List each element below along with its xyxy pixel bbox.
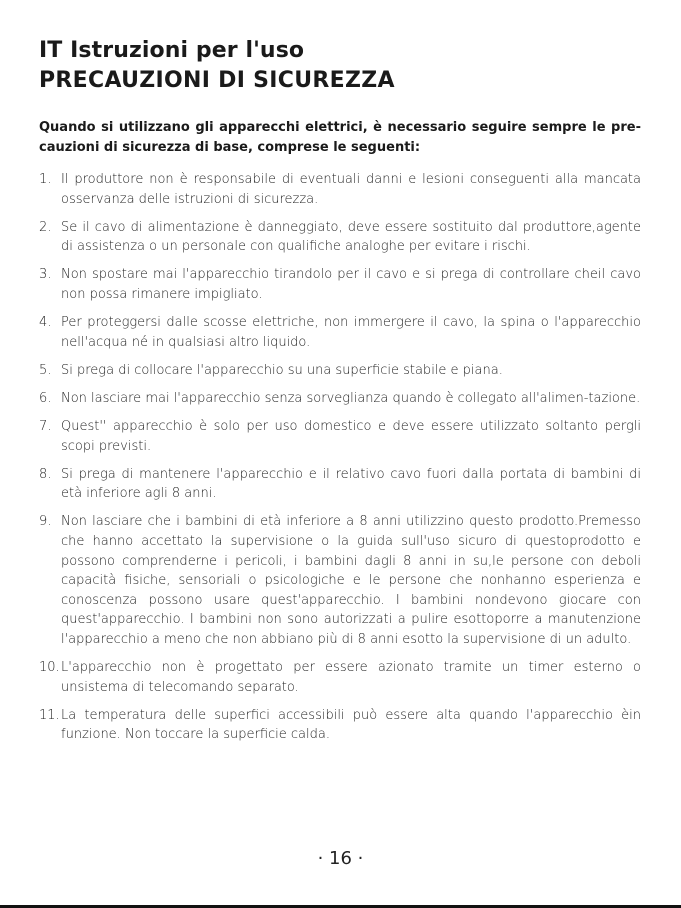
item-number: 7.: [39, 418, 52, 434]
item-number: 9.: [39, 514, 52, 530]
item-number: 6.: [39, 390, 52, 406]
item-number: 3.: [39, 267, 52, 283]
precautions-list: [39, 170, 641, 745]
manual-page: [39, 36, 641, 753]
item-text: Se il cavo di alimentazione è danneggiato, deve essere sostituito dal produttore,agente di assistenza o un personale con qualifiche analoghe per evitare i rischi.: [61, 219, 641, 255]
item-text: Per proteggersi dalle scosse elettriche, non immergere il cavo, la spina o l'apparecchio nell'acqua né in qualsiasi altro liquido.: [61, 315, 641, 350]
item-text: Non spostare mai l'apparecchio tirandolo per il cavo e si prega di controllare cheil cavo non possa rimanere impigliato.: [61, 267, 641, 302]
page-number: · 16 ·: [317, 848, 364, 869]
list-item: [39, 706, 641, 745]
item-number: 11.: [39, 707, 60, 723]
list-item: [39, 313, 641, 352]
list-item: [39, 658, 641, 697]
item-text: Si prega di mantenere l'apparecchio e il relativo cavo fuori dalla portata di bambini di età inferiore agli 8 anni.: [61, 466, 641, 502]
item-number: 1.: [39, 172, 52, 187]
list-item: [39, 265, 641, 304]
item-text: La temperatura delle superfici accessibili può essere alta quando l'apparecchio èin funzione. Non toccare la superficie calda.: [61, 707, 641, 743]
language-title: IT Istruzioni per l'uso: [39, 38, 305, 63]
list-item: [39, 512, 641, 649]
list-item: [39, 389, 641, 409]
list-item: [39, 465, 641, 504]
intro-paragraph: Quando si utilizzano gli apparecchi elettrici, è necessario seguire sempre le pre-cauzioni di sicurezza di base, comprese le seguenti:: [39, 120, 641, 155]
item-text: Si prega di collocare l'apparecchio su una superficie stabile e piana.: [61, 362, 503, 378]
item-text: L'apparecchio non è progettato per essere azionato tramite un timer esterno o unsistema di telecomando separato.: [61, 659, 641, 695]
item-text: Quest'' apparecchio è solo per uso domestico e deve essere utilizzato soltanto pergli scopi previsti.: [61, 418, 641, 454]
item-text: Non lasciare che i bambini di età inferiore a 8 anni utilizzino questo prodotto.Premesso che hanno accettato la supervisione o la guida sull'uso sicuro di questoprodotto e possono comprenderne i pericoli, i bambini dagli 8 anni in su,le persone con deboli capacità fisiche, sensoriali o psicologiche e le persone che nonhanno esperienza e conoscenza possono usare quest'apparecchio. I bambini nondevono giocare con quest'apparecchio. I bambini non sono autorizzati a pulire esottoporre a manutenzione l'apparecchio a meno che non abbiano più di 8 anni esotto la supervisione di un adulto.: [61, 514, 641, 647]
item-text: Il produttore non è responsabile di eventuali danni e lesioni conseguenti alla mancata osservanza delle istruzioni di sicurezza.: [61, 172, 641, 207]
list-item: [39, 170, 641, 209]
list-item: [39, 218, 641, 257]
section-title: PRECAUZIONI DI SICUREZZA: [39, 68, 395, 93]
list-item: [39, 361, 641, 381]
item-number: 4.: [39, 315, 52, 331]
item-number: 10.: [39, 659, 60, 675]
item-number: 8.: [39, 466, 52, 482]
list-item: [39, 417, 641, 456]
item-number: 2.: [39, 219, 52, 235]
item-number: 5.: [39, 362, 52, 378]
item-text: Non lasciare mai l'apparecchio senza sorveglianza quando è collegato all'alimen-tazione.: [61, 390, 641, 406]
